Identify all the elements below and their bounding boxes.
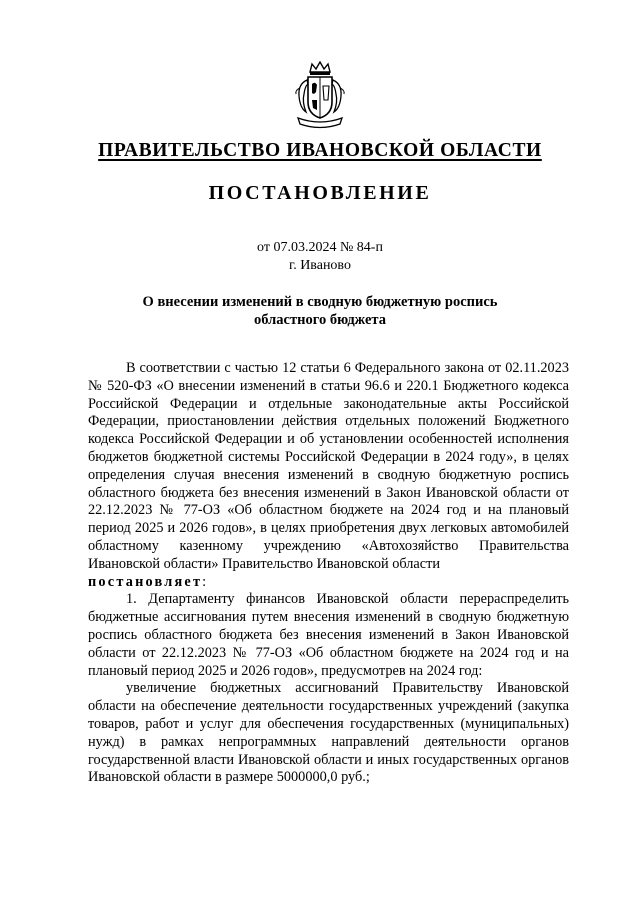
date-number: от 07.03.2024 № 84-п: [257, 240, 383, 255]
item-1a-paragraph: [88, 680, 569, 787]
decree-word: постановляет: [88, 573, 203, 590]
text-line: 5000000,0 руб.;: [276, 769, 370, 786]
subject-line: областного бюджета: [254, 312, 386, 328]
text-line: увеличение бюджетных ассигнований Правительству Ивановской: [126, 680, 569, 697]
text-line: бюджетную роспись областного бюджета без внесения изменений в Закон: [88, 609, 570, 643]
text-line: Российской Федерации в 2024 году», в целях определения случая: [88, 448, 569, 483]
text-line: без внесения изменений в Закон Ивановской области от 22.12.2023: [88, 484, 570, 519]
text-line: 1. Департаменту финансов Ивановской области перераспределить: [126, 591, 569, 608]
org-title: ПРАВИТЕЛЬСТВО ИВАНОВСКОЙ ОБЛАСТИ: [98, 140, 542, 161]
doc-type-title: ПОСТАНОВЛЕНИЕ: [208, 182, 432, 204]
city: г. Иваново: [289, 258, 351, 273]
coat-of-arms-icon: [290, 60, 350, 132]
text-line: законодательные акты Российской Федерации, приостановлении действия: [88, 395, 570, 430]
text-line: Ивановской области» Правительство Ивановской области: [88, 555, 441, 572]
document-body: [88, 360, 569, 787]
text-line: 2024 год и на плановый период 2025 и 2026 годов», предусмотрев на: [88, 644, 569, 679]
text-line: № 77-ОЗ «Об областном бюджете на 2024 год и на плановый период: [88, 502, 569, 537]
decree-colon: :: [202, 573, 207, 590]
preamble-paragraph: [88, 360, 569, 574]
subject-heading: [130, 293, 510, 329]
text-line: области на обеспечение деятельности государственных учреждений: [88, 698, 513, 715]
text-line: 2025 и 2026 годов», в целях приобретения двух легковых автомобилей: [134, 520, 569, 537]
item-1-paragraph: [88, 591, 569, 680]
text-line: отдельных положений Бюджетного кодекса Российской Федерации и об: [88, 413, 569, 448]
text-line: Бюджетного кодекса Российской Федерации и отдельные: [88, 377, 569, 412]
text-line: Ивановской области от 22.12.2023 № 77-ОЗ «Об областном бюджете на: [88, 626, 570, 661]
text-line: (закупка товаров, работ и услуг для обеспечения государственных: [88, 698, 569, 732]
text-line: 2024 год:: [426, 662, 483, 679]
text-line: внесения изменений в сводную бюджетную роспись областного бюджета: [88, 466, 569, 501]
text-line: В соответствии с частью 12 статьи 6 Федерального закона: [126, 360, 484, 376]
text-line: областному казенному учреждению «Автохозяйство Правительства: [88, 537, 569, 554]
text-line: от 02.11.2023 № 520-ФЗ «О внесении изменений в статьи 96.6 и 220.1: [88, 360, 570, 394]
text-line: установлении особенностей исполнения бюджетов бюджетной системы: [88, 431, 569, 465]
subject-line: О внесении изменений в сводную бюджетную роспись: [142, 294, 498, 310]
text-line: (муниципальных) нужд) в рамках непрограммных направлений: [88, 715, 570, 750]
text-line: деятельности органов государственной власти Ивановской области и: [88, 733, 570, 768]
decree-line: [88, 574, 569, 592]
text-line: иных государственных органов Ивановской области в размере: [88, 751, 570, 786]
text-line: бюджетные ассигнования путем внесения изменений в сводную: [88, 609, 492, 626]
